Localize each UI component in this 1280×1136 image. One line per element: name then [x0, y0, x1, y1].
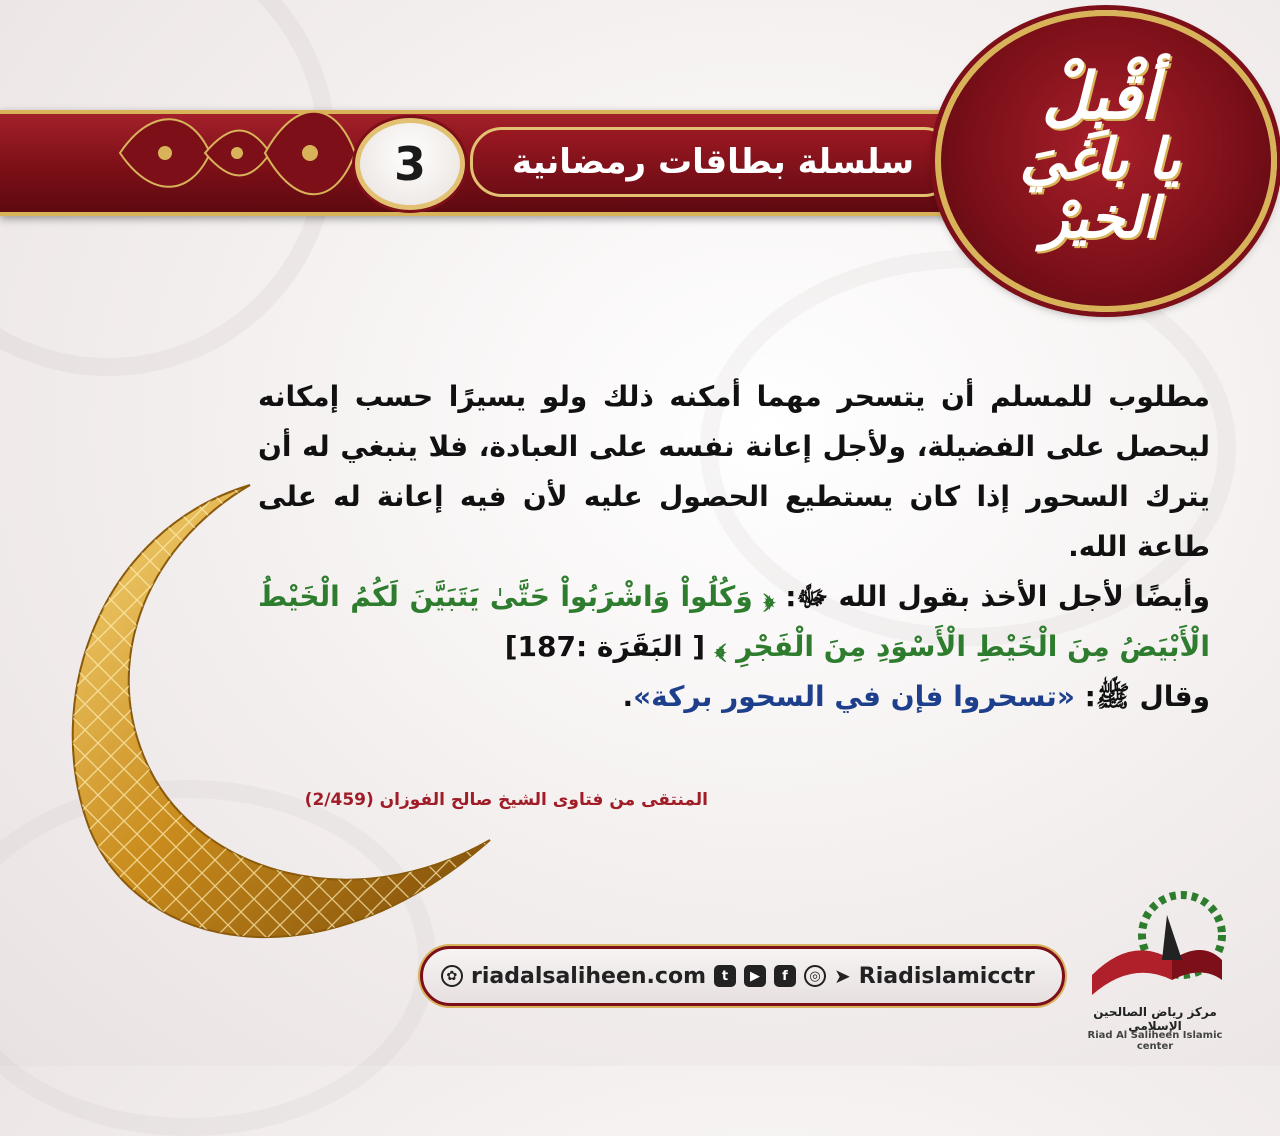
- quran-verse: ﴿ وَكُلُواْ وَاشْرَبُواْ حَتَّىٰ يَتَبَيَّنَ لَكُمُ الْخَيْطُ الْأَبْيَضُ مِنَ الْخَيْطِ الْأَسْوَدِ مِنَ الْفَجْرِ ﴾: [258, 580, 1210, 663]
- social-handle[interactable]: Riadislamicctr: [858, 963, 1035, 989]
- twitter-icon[interactable]: t: [714, 965, 736, 987]
- hadith-end: .: [622, 680, 634, 713]
- wechat-icon[interactable]: ✿: [441, 965, 463, 987]
- quran-intro: وأيضًا لأجل الأخذ بقول الله ﷻ:: [774, 580, 1210, 613]
- paragraph-sahur-virtue: مطلوب للمسلم أن يتسحر مهما أمكنه ذلك ولو يسيرًا حسب إمكانه ليحصل على الفضيلة، ولأجل إعانة نفسه على العبادة، فلا ينبغي له أن يترك السحور إذا كان يستطيع الحصول عليه لأن فيه إعانة له على طاعة الله.: [258, 380, 1210, 563]
- facebook-icon[interactable]: f: [774, 965, 796, 987]
- footer-contact-bar: [420, 946, 1065, 1006]
- medallion-title: [955, 50, 1245, 260]
- series-title: سلسلة بطاقات رمضانية: [470, 127, 956, 197]
- verse-reference: [ البَقَرَة :187]: [504, 630, 715, 663]
- hadith-text: «تسحروا فإن في السحور بركة»: [633, 680, 1075, 713]
- source-note: المنتقى من فتاوى الشيخ صالح الفوزان (2/459): [304, 790, 708, 810]
- website-link[interactable]: riadalsaliheen.com: [471, 963, 706, 989]
- instagram-icon[interactable]: ◎: [804, 965, 826, 987]
- logo-arabic-name: مركز رياض الصالحين الإسلامي: [1093, 1005, 1217, 1033]
- youtube-icon[interactable]: ▶: [744, 965, 766, 987]
- telegram-icon[interactable]: ➤: [834, 964, 851, 988]
- logo-english-name: Riad Al Saliheen Islamic center: [1087, 1030, 1223, 1052]
- main-text: [258, 372, 1210, 722]
- paragraph-quran-evidence: [258, 572, 1210, 672]
- ornament-icon: [110, 88, 360, 218]
- medallion-line-2: يا باغيَ الخيرْ: [1019, 125, 1181, 251]
- card-number-badge: 3: [355, 118, 465, 210]
- medallion-line-1: أقْبِلْ: [1041, 58, 1159, 134]
- paragraph-hadith: [258, 672, 1210, 722]
- hadith-intro: وقال ﷺ:: [1074, 680, 1210, 713]
